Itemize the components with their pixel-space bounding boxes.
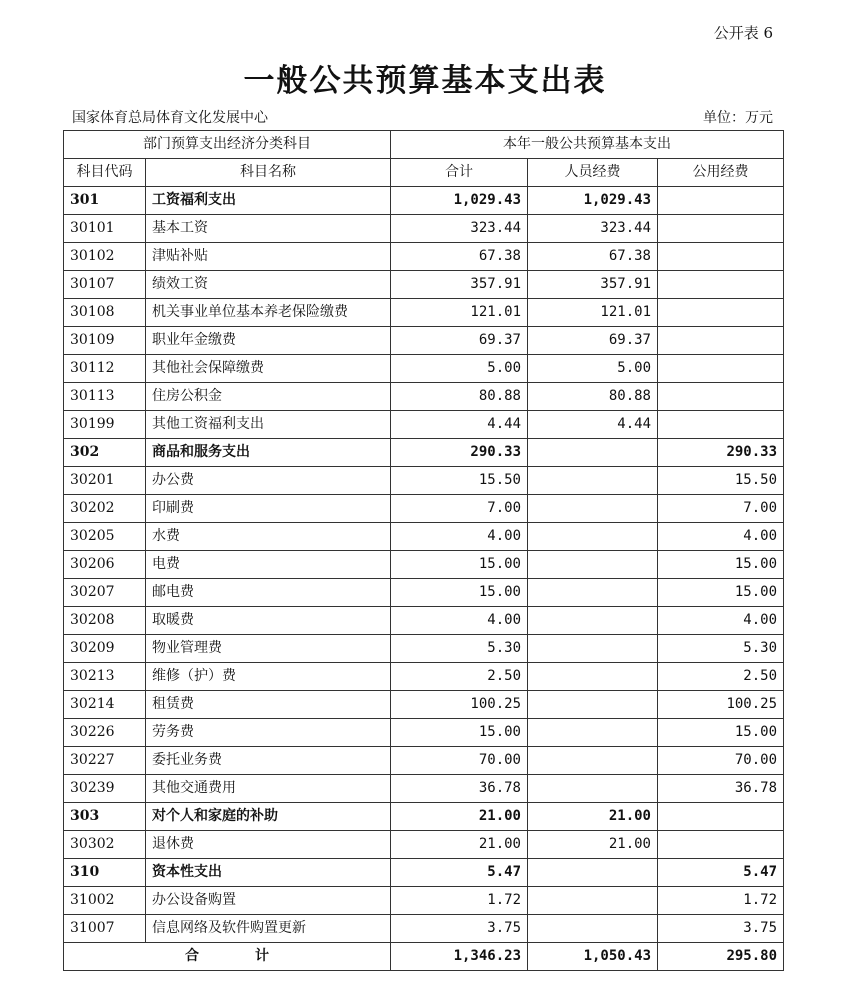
- total-cell-public: 295.80: [658, 943, 784, 971]
- cell-personnel: [528, 439, 658, 467]
- cell-name: 邮电费: [146, 579, 391, 607]
- cell-code: 30112: [64, 355, 146, 383]
- cell-personnel: [528, 719, 658, 747]
- table-row: [64, 271, 784, 299]
- cell-personnel: 80.88: [528, 383, 658, 411]
- cell-total: 5.47: [391, 859, 528, 887]
- cell-code: 30101: [64, 215, 146, 243]
- cell-total: 290.33: [391, 439, 528, 467]
- cell-public: [658, 187, 784, 215]
- cell-code: 30202: [64, 495, 146, 523]
- table-row: [64, 243, 784, 271]
- cell-name: 其他社会保障缴费: [146, 355, 391, 383]
- cell-personnel: [528, 607, 658, 635]
- cell-public: 70.00: [658, 747, 784, 775]
- cell-total: 121.01: [391, 299, 528, 327]
- cell-code: 30208: [64, 607, 146, 635]
- cell-personnel: [528, 663, 658, 691]
- cell-name: 物业管理费: [146, 635, 391, 663]
- total-cell-total: 1,346.23: [391, 943, 528, 971]
- cell-total: 15.00: [391, 551, 528, 579]
- cell-public: 4.00: [658, 607, 784, 635]
- cell-public: [658, 299, 784, 327]
- total-cell-personnel: 1,050.43: [528, 943, 658, 971]
- cell-personnel: [528, 915, 658, 943]
- cell-code: 30227: [64, 747, 146, 775]
- table-group-row: [64, 859, 784, 887]
- table-group-row: [64, 439, 784, 467]
- table-row: [64, 383, 784, 411]
- cell-public: 15.50: [658, 467, 784, 495]
- cell-public: [658, 411, 784, 439]
- cell-name: 劳务费: [146, 719, 391, 747]
- table-row: [64, 831, 784, 859]
- cell-total: 69.37: [391, 327, 528, 355]
- column-header-personnel: 人员经费: [528, 159, 658, 187]
- cell-total: 15.50: [391, 467, 528, 495]
- column-header-row: [64, 159, 784, 187]
- table-row: [64, 691, 784, 719]
- cell-public: 1.72: [658, 887, 784, 915]
- cell-public: [658, 327, 784, 355]
- cell-personnel: 1,029.43: [528, 187, 658, 215]
- cell-name: 其他交通费用: [146, 775, 391, 803]
- table-row: [64, 663, 784, 691]
- table-row: [64, 411, 784, 439]
- table-row: [64, 551, 784, 579]
- table-row: [64, 495, 784, 523]
- cell-personnel: 4.44: [528, 411, 658, 439]
- cell-public: 5.47: [658, 859, 784, 887]
- cell-code: 30109: [64, 327, 146, 355]
- cell-name: 其他工资福利支出: [146, 411, 391, 439]
- cell-public: 3.75: [658, 915, 784, 943]
- cell-code: 310: [64, 859, 146, 887]
- cell-total: 100.25: [391, 691, 528, 719]
- cell-name: 商品和服务支出: [146, 439, 391, 467]
- budget-table: [63, 130, 784, 971]
- cell-code: 30214: [64, 691, 146, 719]
- table-row: [64, 747, 784, 775]
- cell-name: 津贴补贴: [146, 243, 391, 271]
- cell-personnel: [528, 551, 658, 579]
- cell-public: [658, 355, 784, 383]
- cell-personnel: 21.00: [528, 831, 658, 859]
- table-row: [64, 355, 784, 383]
- cell-total: 3.75: [391, 915, 528, 943]
- cell-total: 7.00: [391, 495, 528, 523]
- table-group-row: [64, 803, 784, 831]
- cell-personnel: 5.00: [528, 355, 658, 383]
- cell-code: 30207: [64, 579, 146, 607]
- organization-name: 国家体育总局体育文化发展中心: [72, 110, 268, 126]
- cell-personnel: [528, 579, 658, 607]
- table-row: [64, 635, 784, 663]
- cell-public: 290.33: [658, 439, 784, 467]
- cell-public: 4.00: [658, 523, 784, 551]
- cell-code: 30102: [64, 243, 146, 271]
- cell-code: 30205: [64, 523, 146, 551]
- cell-total: 80.88: [391, 383, 528, 411]
- table-row: [64, 719, 784, 747]
- cell-code: 30239: [64, 775, 146, 803]
- cell-code: 30113: [64, 383, 146, 411]
- cell-personnel: 323.44: [528, 215, 658, 243]
- cell-total: 21.00: [391, 831, 528, 859]
- cell-name: 机关事业单位基本养老保险缴费: [146, 299, 391, 327]
- cell-name: 办公设备购置: [146, 887, 391, 915]
- cell-total: 15.00: [391, 719, 528, 747]
- cell-total: 5.00: [391, 355, 528, 383]
- total-label: [64, 943, 391, 971]
- cell-personnel: 121.01: [528, 299, 658, 327]
- unit-label: 单位：万元: [703, 110, 773, 126]
- cell-personnel: [528, 775, 658, 803]
- cell-code: 30107: [64, 271, 146, 299]
- table-row: [64, 579, 784, 607]
- table-row: [64, 607, 784, 635]
- cell-total: 1,029.43: [391, 187, 528, 215]
- cell-name: 绩效工资: [146, 271, 391, 299]
- cell-name: 租赁费: [146, 691, 391, 719]
- cell-personnel: [528, 887, 658, 915]
- cell-code: 30108: [64, 299, 146, 327]
- cell-personnel: 357.91: [528, 271, 658, 299]
- cell-name: 职业年金缴费: [146, 327, 391, 355]
- cell-total: 5.30: [391, 635, 528, 663]
- cell-total: 357.91: [391, 271, 528, 299]
- cell-name: 电费: [146, 551, 391, 579]
- table-row: [64, 215, 784, 243]
- group-header-right: 本年一般公共预算基本支出: [391, 131, 784, 159]
- table-total-row: [64, 943, 784, 971]
- cell-public: 15.00: [658, 579, 784, 607]
- cell-public: [658, 383, 784, 411]
- cell-total: 70.00: [391, 747, 528, 775]
- cell-name: 维修（护）费: [146, 663, 391, 691]
- cell-code: 30302: [64, 831, 146, 859]
- cell-public: [658, 215, 784, 243]
- cell-code: 303: [64, 803, 146, 831]
- cell-personnel: [528, 467, 658, 495]
- cell-total: 2.50: [391, 663, 528, 691]
- cell-public: [658, 271, 784, 299]
- cell-name: 委托业务费: [146, 747, 391, 775]
- cell-code: 30206: [64, 551, 146, 579]
- table-row: [64, 467, 784, 495]
- cell-personnel: [528, 747, 658, 775]
- cell-public: 36.78: [658, 775, 784, 803]
- cell-name: 基本工资: [146, 215, 391, 243]
- column-header-name: 科目名称: [146, 159, 391, 187]
- cell-total: 36.78: [391, 775, 528, 803]
- total-label-a: 合: [185, 948, 199, 964]
- table-group-row: [64, 187, 784, 215]
- cell-code: 30226: [64, 719, 146, 747]
- table-row: [64, 915, 784, 943]
- table-row: [64, 299, 784, 327]
- cell-total: 4.00: [391, 523, 528, 551]
- cell-code: 30199: [64, 411, 146, 439]
- cell-personnel: 21.00: [528, 803, 658, 831]
- cell-name: 对个人和家庭的补助: [146, 803, 391, 831]
- column-header-code: 科目代码: [64, 159, 146, 187]
- cell-public: 100.25: [658, 691, 784, 719]
- cell-code: 31007: [64, 915, 146, 943]
- cell-code: 30209: [64, 635, 146, 663]
- cell-name: 办公费: [146, 467, 391, 495]
- cell-public: 15.00: [658, 551, 784, 579]
- cell-public: 5.30: [658, 635, 784, 663]
- cell-personnel: 69.37: [528, 327, 658, 355]
- cell-code: 31002: [64, 887, 146, 915]
- cell-total: 15.00: [391, 579, 528, 607]
- cell-name: 退休费: [146, 831, 391, 859]
- cell-name: 印刷费: [146, 495, 391, 523]
- cell-personnel: [528, 859, 658, 887]
- cell-public: [658, 831, 784, 859]
- cell-total: 4.44: [391, 411, 528, 439]
- cell-code: 302: [64, 439, 146, 467]
- table-row: [64, 523, 784, 551]
- cell-public: 2.50: [658, 663, 784, 691]
- total-label-b: 计: [255, 948, 269, 964]
- group-header-row: [64, 131, 784, 159]
- cell-name: 资本性支出: [146, 859, 391, 887]
- table-row: [64, 775, 784, 803]
- cell-personnel: [528, 635, 658, 663]
- form-number: 公开表 6: [713, 24, 773, 42]
- cell-public: [658, 243, 784, 271]
- table-row: [64, 327, 784, 355]
- cell-name: 取暖费: [146, 607, 391, 635]
- cell-public: 15.00: [658, 719, 784, 747]
- group-header-left: 部门预算支出经济分类科目: [64, 131, 391, 159]
- cell-total: 1.72: [391, 887, 528, 915]
- cell-code: 30201: [64, 467, 146, 495]
- cell-name: 住房公积金: [146, 383, 391, 411]
- cell-public: [658, 803, 784, 831]
- cell-total: 21.00: [391, 803, 528, 831]
- cell-name: 信息网络及软件购置更新: [146, 915, 391, 943]
- cell-code: 301: [64, 187, 146, 215]
- cell-total: 323.44: [391, 215, 528, 243]
- cell-personnel: 67.38: [528, 243, 658, 271]
- table-row: [64, 887, 784, 915]
- cell-name: 工资福利支出: [146, 187, 391, 215]
- cell-total: 4.00: [391, 607, 528, 635]
- cell-personnel: [528, 691, 658, 719]
- cell-code: 30213: [64, 663, 146, 691]
- column-header-total: 合计: [391, 159, 528, 187]
- cell-personnel: [528, 495, 658, 523]
- cell-total: 67.38: [391, 243, 528, 271]
- cell-name: 水费: [146, 523, 391, 551]
- column-header-public: 公用经费: [658, 159, 784, 187]
- page-title: 一般公共预算基本支出表: [243, 63, 607, 99]
- cell-public: 7.00: [658, 495, 784, 523]
- cell-personnel: [528, 523, 658, 551]
